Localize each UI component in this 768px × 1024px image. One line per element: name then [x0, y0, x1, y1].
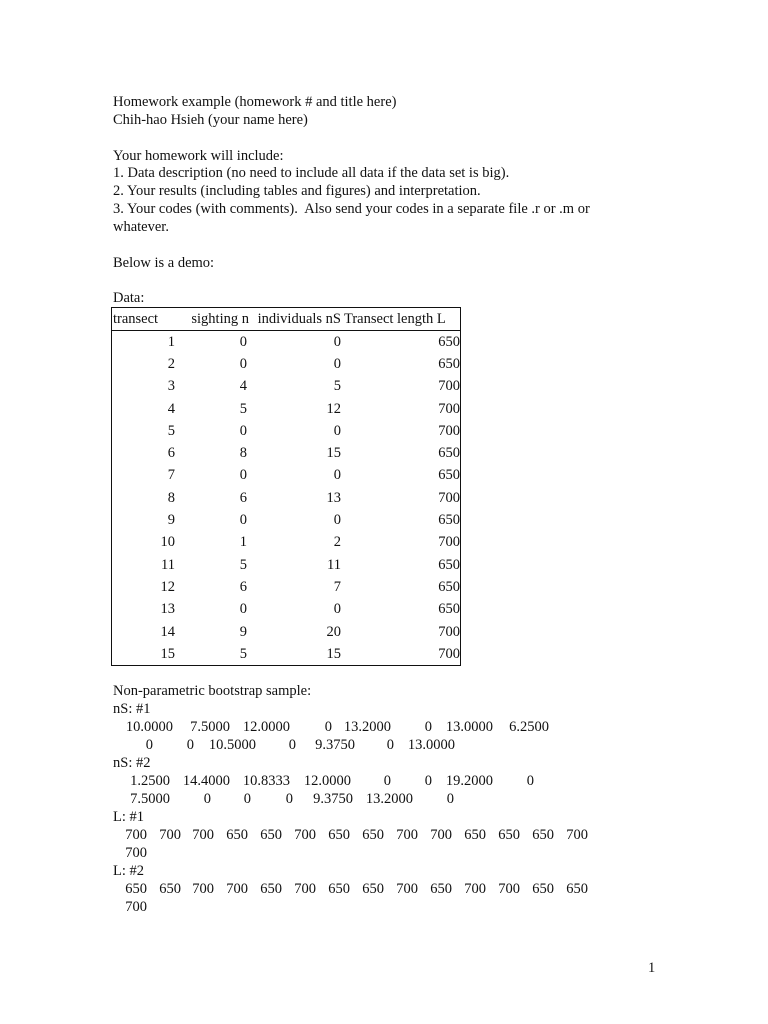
bootstrap-value: 7.5000 — [190, 719, 230, 735]
bootstrap-value: 12.0000 — [303, 773, 351, 789]
bootstrap-value: 13.2000 — [343, 719, 391, 735]
bootstrap-value: 700 — [294, 827, 316, 843]
table-cell: 650 — [438, 578, 460, 595]
bootstrap-value: 650 — [498, 827, 520, 843]
table-cell: 6 — [239, 578, 247, 595]
table-cell: 0 — [239, 333, 247, 350]
header-sighting-n: sighting n — [181, 308, 251, 331]
bootstrap-value: 650 — [260, 881, 282, 897]
bootstrap-value: 650 — [159, 881, 181, 897]
table-cell: 7 — [167, 467, 175, 484]
table-cell: 650 — [438, 512, 460, 529]
table-row — [112, 487, 461, 509]
bootstrap-value: 0 — [145, 737, 153, 753]
bootstrap-value: 700 — [396, 827, 418, 843]
table-cell: 1 — [239, 534, 247, 551]
ns2-label: nS: #2 — [113, 755, 151, 771]
table-cell: 6 — [239, 489, 247, 506]
bootstrap-value: 700 — [226, 881, 248, 897]
table-row — [112, 576, 461, 598]
data-label: Data: — [113, 290, 145, 306]
bootstrap-value: 700 — [294, 881, 316, 897]
table-row — [112, 376, 461, 398]
bootstrap-value: 0 — [424, 773, 432, 789]
table-row — [112, 509, 461, 531]
table-cell: 4 — [239, 378, 247, 395]
instruction-item-2: 2. Your results (including tables and figures) and interpretation. — [113, 183, 481, 199]
table-cell: 700 — [438, 645, 460, 662]
bootstrap-value: 650 — [464, 827, 486, 843]
table-cell: 5 — [239, 400, 247, 417]
instruction-item-3-continued: whatever. — [113, 219, 169, 235]
bootstrap-value: 0 — [243, 791, 251, 807]
table-row — [112, 442, 461, 464]
instruction-item-3: 3. Your codes (with comments). Also send your codes in a separate file .r or .m or — [113, 201, 590, 217]
table-row — [112, 621, 461, 643]
instruction-item-1: 1. Data description (no need to include all data if the data set is big). — [113, 165, 510, 181]
table-cell: 5 — [167, 422, 175, 439]
bootstrap-value: 650 — [430, 881, 452, 897]
table-cell: 650 — [438, 355, 460, 372]
bootstrap-value: 0 — [383, 773, 391, 789]
table-cell: 15 — [160, 645, 175, 662]
bootstrap-value: 13.2000 — [365, 791, 413, 807]
bootstrap-value: 650 — [226, 827, 248, 843]
table-cell: 650 — [438, 333, 460, 350]
bootstrap-value: 650 — [532, 827, 554, 843]
table-cell: 700 — [438, 489, 460, 506]
demo-label: Below is a demo: — [113, 255, 215, 271]
table-cell: 0 — [333, 467, 341, 484]
table-cell: 8 — [167, 489, 175, 506]
bootstrap-value: 9.3750 — [313, 791, 353, 807]
table-cell: 11 — [161, 556, 175, 573]
table-row — [112, 599, 461, 621]
bootstrap-value: 650 — [328, 827, 350, 843]
table-cell: 10 — [160, 534, 175, 551]
table-header-row — [112, 308, 461, 331]
header-individuals-ns: individuals nS — [251, 308, 343, 331]
bootstrap-value: 700 — [396, 881, 418, 897]
bootstrap-value: 700 — [464, 881, 486, 897]
bootstrap-value: 9.3750 — [315, 737, 355, 753]
table-cell: 9 — [167, 512, 175, 529]
bootstrap-value: 13.0000 — [407, 737, 455, 753]
bootstrap-value: 700 — [498, 881, 520, 897]
bootstrap-value: 0 — [324, 719, 332, 735]
table-row — [112, 353, 461, 375]
bootstrap-value: 700 — [125, 827, 147, 843]
bootstrap-value: 0 — [526, 773, 534, 789]
table-cell: 7 — [333, 578, 341, 595]
page-number: 1 — [648, 960, 656, 976]
bootstrap-value: 650 — [362, 827, 384, 843]
table-cell: 15 — [326, 645, 341, 662]
table-cell: 700 — [438, 400, 460, 417]
table-cell: 0 — [333, 422, 341, 439]
table-cell: 2 — [333, 534, 341, 551]
table-cell: 0 — [239, 467, 247, 484]
bootstrap-value: 0 — [186, 737, 194, 753]
l2-label: L: #2 — [113, 863, 145, 879]
ns1-label: nS: #1 — [113, 701, 151, 717]
table-cell: 700 — [438, 534, 460, 551]
table-cell: 0 — [239, 512, 247, 529]
bootstrap-value: 10.8333 — [242, 773, 290, 789]
bootstrap-value: 650 — [328, 881, 350, 897]
table-cell: 650 — [438, 556, 460, 573]
table-row — [112, 420, 461, 442]
bootstrap-value: 700 — [125, 899, 147, 915]
table-row — [112, 465, 461, 487]
table-cell: 12 — [160, 578, 175, 595]
table-cell: 13 — [326, 489, 341, 506]
table-cell: 700 — [438, 623, 460, 640]
l1-label: L: #1 — [113, 809, 145, 825]
bootstrap-value: 700 — [566, 827, 588, 843]
transect-data-table — [111, 307, 461, 666]
table-cell: 9 — [239, 623, 247, 640]
bootstrap-value: 700 — [125, 845, 147, 861]
table-row — [112, 331, 461, 354]
homework-title: Homework example (homework # and title here) — [113, 94, 397, 110]
table-cell: 20 — [326, 623, 341, 640]
bootstrap-value: 19.2000 — [445, 773, 493, 789]
table-cell: 1 — [167, 333, 175, 350]
table-cell: 0 — [239, 355, 247, 372]
table-cell: 6 — [167, 445, 175, 462]
table-row — [112, 554, 461, 576]
bootstrap-value: 650 — [125, 881, 147, 897]
table-cell: 12 — [326, 400, 341, 417]
table-cell: 5 — [239, 645, 247, 662]
table-cell: 0 — [333, 512, 341, 529]
bootstrap-value: 0 — [203, 791, 211, 807]
table-cell: 0 — [333, 355, 341, 372]
table-cell: 650 — [438, 445, 460, 462]
bootstrap-value: 7.5000 — [130, 791, 170, 807]
bootstrap-value: 6.2500 — [509, 719, 549, 735]
bootstrap-value: 12.0000 — [242, 719, 290, 735]
bootstrap-value: 650 — [532, 881, 554, 897]
bootstrap-value: 0 — [446, 791, 454, 807]
bootstrap-value: 700 — [192, 827, 214, 843]
instructions-intro: Your homework will include: — [113, 148, 284, 164]
bootstrap-value: 0 — [386, 737, 394, 753]
table-row — [112, 532, 461, 554]
table-cell: 5 — [333, 378, 341, 395]
bootstrap-value: 10.0000 — [125, 719, 173, 735]
bootstrap-value: 700 — [159, 827, 181, 843]
bootstrap-value: 0 — [288, 737, 296, 753]
table-cell: 14 — [160, 623, 175, 640]
bootstrap-title: Non-parametric bootstrap sample: — [113, 683, 312, 699]
table-row — [112, 643, 461, 666]
bootstrap-value: 0 — [424, 719, 432, 735]
table-cell: 700 — [438, 378, 460, 395]
bootstrap-value: 10.5000 — [208, 737, 256, 753]
table-body — [112, 331, 461, 666]
table-cell: 0 — [239, 422, 247, 439]
bootstrap-value: 700 — [192, 881, 214, 897]
bootstrap-value: 14.4000 — [182, 773, 230, 789]
table-cell: 650 — [438, 601, 460, 618]
bootstrap-value: 13.0000 — [445, 719, 493, 735]
table-cell: 2 — [167, 355, 175, 372]
author-line: Chih-hao Hsieh (your name here) — [113, 112, 308, 128]
table-cell: 8 — [239, 445, 247, 462]
table-cell: 0 — [333, 601, 341, 618]
bootstrap-value: 1.2500 — [130, 773, 170, 789]
table-cell: 5 — [239, 556, 247, 573]
table-cell: 650 — [438, 467, 460, 484]
table-cell: 0 — [333, 333, 341, 350]
bootstrap-value: 650 — [362, 881, 384, 897]
bootstrap-value: 0 — [285, 791, 293, 807]
table-cell: 0 — [239, 601, 247, 618]
bootstrap-value: 650 — [566, 881, 588, 897]
bootstrap-value: 700 — [430, 827, 452, 843]
table-cell: 3 — [167, 378, 175, 395]
table-row — [112, 398, 461, 420]
header-transect: transect — [112, 308, 182, 331]
table-cell: 15 — [326, 445, 341, 462]
table-cell: 13 — [160, 601, 175, 618]
table-cell: 4 — [167, 400, 175, 417]
header-transect-length: Transect length L — [343, 308, 461, 331]
bootstrap-value: 650 — [260, 827, 282, 843]
table-cell: 11 — [327, 556, 341, 573]
table-cell: 700 — [438, 422, 460, 439]
